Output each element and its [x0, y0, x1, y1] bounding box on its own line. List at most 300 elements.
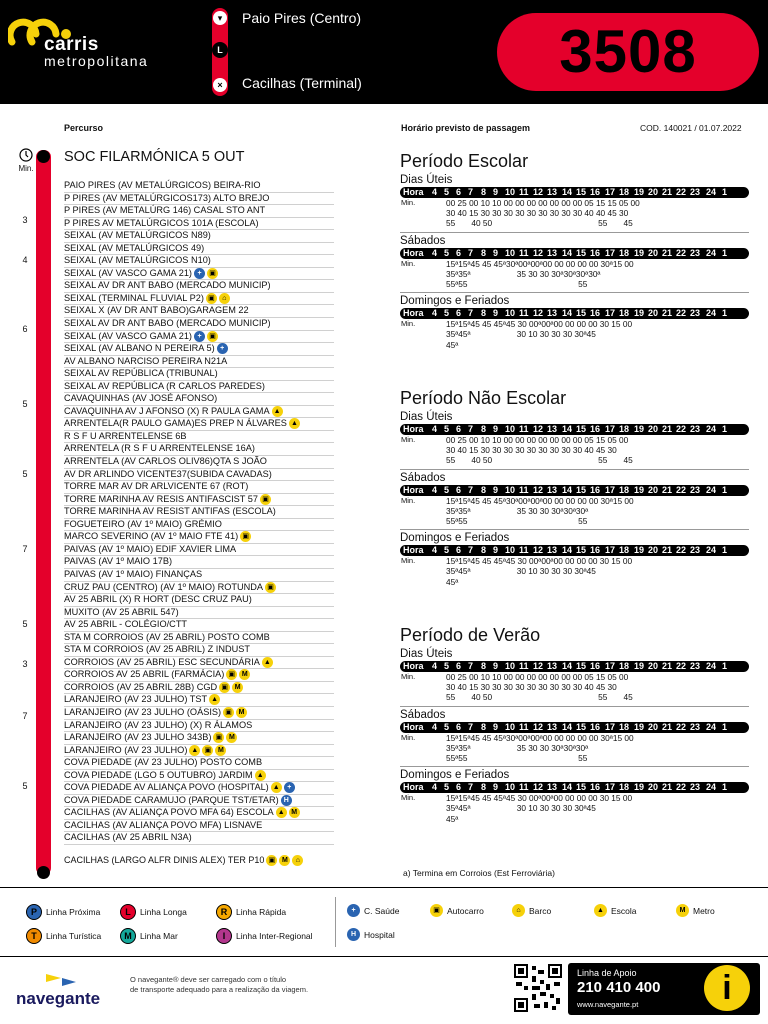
stop-item [64, 619, 334, 632]
hour-cell: 5 [444, 308, 450, 319]
hour-label: Hora [403, 661, 424, 671]
hour-cell: 16 [590, 247, 601, 258]
minutes-row: 00 25 00 10 10 00 00 00 00 00 00 00 05 15 05 00 [446, 435, 629, 445]
hour-cell: 19 [634, 484, 645, 495]
hour-cell: 18 [619, 661, 630, 671]
stop-item [64, 456, 334, 469]
stop-name: AV 25 ABRIL - COLÉGIO/CTT [64, 619, 188, 630]
metro-icon: M [676, 904, 689, 917]
navegante-text-line2: de transporte adequado para a realização da viagem. [130, 985, 309, 994]
hour-cell: 11 [519, 721, 529, 732]
stop-item [64, 745, 334, 758]
stop-name: SOC FILARMÓNICA 5 OUT [64, 149, 245, 165]
bus-icon: ▣ [202, 745, 213, 756]
travel-time: 5 [22, 618, 28, 629]
hour-label: Hora [403, 782, 424, 793]
legend-service-item [345, 904, 399, 917]
hour-cell: 13 [547, 484, 558, 495]
stop-name: LARANJEIRO (AV 23 JULHO (OÁSIS) [64, 706, 222, 717]
stop-item [64, 418, 334, 431]
hour-label: Hora [403, 247, 424, 258]
hour-cell: 23 [690, 661, 701, 671]
hour-cell: 23 [690, 545, 701, 556]
metro-icon: M [289, 807, 300, 818]
hour-label: Hora [403, 721, 424, 732]
hour-cell: 16 [590, 424, 601, 434]
stop-name: P PIRES (AV METALÚRGICOS173) ALTO BREJO [64, 192, 270, 203]
legend-line-item [26, 904, 100, 920]
stop-name: CORROIOS AV 25 ABRIL (FARMÁCIA) [64, 669, 225, 680]
hour-cell: 24 [706, 247, 717, 258]
stop-item [64, 148, 334, 172]
health-center-icon: + [194, 331, 205, 342]
stop-name: SEIXAL (AV VASCO GAMA 21) [64, 267, 192, 278]
stop-name: FOGUETEIRO (AV 1º MAIO) GRÉMIO [64, 518, 222, 529]
stop-item [64, 506, 334, 519]
hour-cell: 18 [619, 782, 630, 793]
minutes-row: 55 40 50 55 45 [446, 218, 633, 229]
hour-cell: 22 [676, 187, 687, 197]
minutes-row: 55ª55 55 [446, 279, 588, 289]
hour-cell: 19 [634, 247, 645, 258]
metro-icon: M [236, 707, 247, 718]
route-code: COD. 140021 / 01.07.2022 [640, 123, 742, 133]
stop-item [64, 268, 334, 281]
hour-cell: 9 [493, 782, 499, 793]
legend-service-item [345, 928, 395, 941]
health-center-icon: + [194, 268, 205, 279]
legend-label: Linha Inter-Regional [236, 931, 313, 941]
stop-item [64, 431, 334, 444]
min-label: Min. [401, 319, 416, 329]
hour-cell: 21 [662, 484, 673, 495]
minutes-row: 55 40 50 55 45 [446, 455, 633, 466]
hour-cell: 16 [590, 545, 601, 556]
day-type-label: Domingos e Feriados [400, 295, 510, 308]
day-type-label: Domingos e Feriados [400, 769, 510, 782]
destination-stop-icon: × [213, 78, 227, 92]
minutes-row: 35ª35ª 35 30 30 30ª30ª30ª30ª [446, 268, 601, 279]
stop-name: COVA PIEDADE (LGO 5 OUTUBRO) JARDIM [64, 769, 253, 780]
legend-divider [335, 897, 336, 947]
stop-name: SEIXAL (AV ALBANO N PEREIRA 5) [64, 343, 215, 354]
minutes-rows [446, 733, 634, 764]
stop-name: CAVAQUINHAS (AV JOSÉ AFONSO) [64, 393, 218, 404]
school-icon: ▲ [209, 694, 220, 705]
hour-cell: 13 [547, 782, 558, 793]
minutes-grid [400, 793, 749, 827]
hour-cell: 18 [619, 187, 630, 197]
hour-cell: 18 [619, 424, 630, 434]
hour-cell: 7 [468, 247, 474, 258]
hour-cell: 24 [706, 782, 717, 793]
route-destination: Cacilhas (Terminal) [242, 75, 362, 91]
stop-name: LARANJEIRO (AV 23 JULHO 343B) [64, 732, 212, 743]
hour-cell: 7 [468, 661, 474, 671]
support-box [568, 963, 760, 1015]
hour-cell: 11 [519, 247, 529, 258]
hour-cell: 17 [605, 424, 616, 434]
school-icon: ▲ [255, 770, 266, 781]
stop-item [64, 230, 334, 243]
legend-label: Linha Próxima [46, 907, 101, 917]
min-label: Min. [401, 793, 416, 803]
hours-bar [400, 424, 749, 435]
hour-cell: 7 [468, 187, 474, 197]
minutes-row: 00 25 00 10 10 00 00 00 00 00 00 00 05 15 15 05 00 [446, 198, 640, 208]
minutes-rows [446, 435, 633, 466]
hour-cell: 11 [519, 782, 529, 793]
stop-item [64, 205, 334, 218]
stop-item [64, 318, 334, 331]
hours-bar [400, 722, 749, 733]
hour-cell: 17 [605, 308, 616, 319]
stop-item [64, 356, 334, 369]
minutes-row: 15ª15ª45 45 45ª45 30 00ª00ª00 00 00 00 30 15 00 [446, 793, 633, 804]
travel-time: 5 [22, 399, 28, 410]
hour-cell: 15 [576, 187, 587, 197]
hour-cell: 15 [576, 247, 587, 258]
hour-cell: 15 [576, 308, 587, 319]
line-type-icon: L [120, 904, 136, 920]
stop-item [64, 331, 334, 344]
legend-top-divider [0, 887, 768, 888]
hour-cell: 9 [493, 424, 499, 434]
stop-item [64, 280, 334, 293]
stop-name: ARRENTELA(R PAULO GAMA)ES PREP N ÁLVARES [64, 418, 287, 429]
hour-cell: 10 [505, 187, 516, 197]
hour-cell: 20 [648, 484, 659, 495]
stop-name: R S F U ARRENTELENSE 6B [64, 430, 187, 441]
hour-cell: 10 [505, 308, 516, 319]
line-type-icon: R [216, 904, 232, 920]
travel-time: 7 [22, 711, 28, 722]
stop-item [64, 531, 334, 544]
minutes-row: 15ª15ª45 45 45ª30ª00ª00ª00 00 00 00 00 30ª15 00 [446, 732, 634, 743]
support-url[interactable]: www.navegante.pt [577, 1000, 639, 1009]
stop-name: SEIXAL (AV METALÚRGICOS N89) [64, 230, 211, 241]
hour-cell: 22 [676, 661, 687, 671]
hour-cell: 10 [505, 661, 516, 671]
hour-cell: 14 [562, 721, 573, 732]
bus-icon: ▣ [219, 682, 230, 693]
qr-code-icon[interactable] [514, 964, 562, 1012]
legend-line-item [216, 928, 313, 944]
hour-cell: 8 [481, 187, 487, 197]
navegante-brand: navegante [16, 989, 101, 1008]
hour-cell: 13 [547, 424, 558, 434]
hour-cell: 9 [493, 545, 499, 556]
stop-item [64, 757, 334, 770]
stop-item [64, 469, 334, 482]
bus-icon: ▣ [240, 531, 251, 542]
stop-item [64, 255, 334, 268]
hour-cell: 17 [605, 721, 616, 732]
hour-cell: 19 [634, 661, 645, 671]
min-label: Min. [401, 732, 416, 742]
bus-icon: ▣ [206, 293, 217, 304]
hour-label: Hora [403, 545, 424, 556]
stop-name: SEIXAL (AV METALÚRGICOS 49) [64, 242, 205, 253]
stop-item [64, 494, 334, 507]
hour-cell: 21 [662, 247, 673, 258]
hour-cell: 6 [456, 424, 462, 434]
hour-cell: 23 [690, 484, 701, 495]
legend-bottom-divider [0, 956, 768, 957]
hour-cell: 20 [648, 308, 659, 319]
navegante-logo [16, 972, 106, 1013]
day-type-label: Dias Úteis [400, 411, 453, 423]
stop-name: CACILHAS (AV ALIANÇA POVO MFA 64) ESCOLA [64, 807, 274, 818]
hour-cell: 15 [576, 484, 587, 495]
hour-cell: 14 [562, 308, 573, 319]
hour-cell: 24 [706, 484, 717, 495]
minutes-rows [446, 793, 632, 824]
period-title: Período Escolar [400, 151, 529, 171]
travel-time: 6 [22, 324, 28, 335]
day-type-label: Domingos e Feriados [400, 532, 510, 545]
hour-cell: 19 [634, 721, 645, 732]
legend [0, 892, 768, 954]
hour-cell: 21 [662, 187, 673, 197]
schedule-label: Horário previsto de passagem [401, 123, 531, 133]
hour-cell: 22 [676, 424, 687, 434]
hour-cell: 1 [722, 661, 728, 671]
route-number: 3508 [497, 13, 759, 91]
hour-cell: 8 [481, 308, 487, 319]
day-type-label: Sábados [400, 234, 446, 247]
stop-item [64, 406, 334, 419]
hour-cell: 7 [468, 424, 474, 434]
legend-line-item [120, 928, 178, 944]
hour-cell: 8 [481, 484, 487, 495]
stop-name: COVA PIEDADE AV ALIANÇA POVO (HOSPITAL) [64, 782, 269, 793]
hour-cell: 4 [432, 424, 438, 434]
hour-cell: 8 [481, 424, 487, 434]
stop-name: AV ALBANO NARCISO PEREIRA N21A [64, 355, 228, 366]
hours-bar [400, 485, 749, 496]
stop-name: CORROIOS (AV 25 ABRIL 28B) CGD [64, 681, 218, 692]
stop-item [64, 795, 334, 808]
minutes-row: 30 40 15 30 30 30 30 30 30 30 30 30 40 45 30 [446, 682, 617, 693]
hour-cell: 8 [481, 247, 487, 258]
hour-cell: 18 [619, 545, 630, 556]
travel-time: 3 [22, 214, 28, 225]
clock-icon [16, 146, 36, 173]
hour-cell: 20 [648, 782, 659, 793]
minutes-rows [446, 556, 632, 587]
hour-cell: 6 [456, 187, 462, 197]
hour-cell: 13 [547, 545, 558, 556]
hour-cell: 12 [533, 484, 544, 495]
hour-cell: 1 [722, 484, 728, 495]
stop-spacer [64, 172, 334, 180]
hour-cell: 9 [493, 187, 499, 197]
stop-item [64, 644, 334, 657]
route-label: Percurso [64, 123, 104, 133]
minutes-row: 30 40 15 30 30 30 30 30 30 30 30 30 40 45 30 [446, 445, 617, 456]
hour-cell: 7 [468, 484, 474, 495]
hour-cell: 6 [456, 661, 462, 671]
stop-name: STA M CORROIOS (AV 25 ABRIL) Z INDUST [64, 644, 250, 655]
hour-cell: 21 [662, 545, 673, 556]
stop-name: AV DR ARLINDO VICENTE37(SUBIDA CAVADAS) [64, 468, 272, 479]
hour-cell: 18 [619, 308, 630, 319]
stop-name: CAVAQUINHA AV J AFONSO (X) R PAULA GAMA [64, 405, 270, 416]
stop-name: CRUZ PAU (CENTRO) (AV 1º MAIO) ROTUNDA [64, 581, 264, 592]
legend-label: Metro [693, 905, 715, 916]
minutes-row: 55 40 50 55 45 [446, 692, 633, 703]
hour-cell: 16 [590, 782, 601, 793]
bus-icon: ▣ [266, 855, 277, 866]
legend-service-item [592, 904, 637, 917]
hour-cell: 22 [676, 308, 687, 319]
minutes-rows [446, 319, 632, 350]
separator [400, 232, 749, 233]
legend-label: Escola [611, 905, 637, 916]
stop-item [64, 782, 334, 795]
hour-cell: 11 [519, 661, 529, 671]
stop-item [64, 368, 334, 381]
minutes-grid [400, 672, 749, 706]
hour-cell: 5 [444, 187, 450, 197]
hospital-icon: H [281, 795, 292, 806]
hour-cell: 20 [648, 247, 659, 258]
stop-item [64, 832, 334, 845]
line-type-icon: T [26, 928, 42, 944]
stop-item [64, 820, 334, 833]
hours-bar [400, 545, 749, 556]
stop-item [64, 732, 334, 745]
stop-name: PAIVAS (AV 1º MAIO) FINANÇAS [64, 568, 203, 579]
first-stop-marker-icon [37, 150, 50, 163]
stop-name: MUXITO (AV 25 ABRIL 547) [64, 606, 179, 617]
min-label: Min. [401, 556, 416, 566]
hour-cell: 12 [533, 424, 544, 434]
minutes-grid [400, 319, 749, 353]
min-label: Min. [401, 435, 416, 444]
origin-stop-icon: ▾ [213, 11, 227, 25]
hospital-icon: H [347, 928, 360, 941]
hours-bar [400, 661, 749, 672]
navegante-text [130, 975, 350, 995]
stop-item [64, 594, 334, 607]
support-phone[interactable]: 210 410 400 [577, 979, 661, 996]
stop-name: P PIRES (AV METALÚRG 146) CASAL STO ANT [64, 205, 266, 216]
hour-cell: 21 [662, 721, 673, 732]
travel-time: 5 [22, 468, 28, 479]
minutes-row: 35ª45ª 30 10 30 30 30 30ª45 [446, 329, 596, 340]
stop-item [64, 632, 334, 645]
bus-icon: ▣ [265, 582, 276, 593]
hour-cell: 17 [605, 782, 616, 793]
hour-cell: 14 [562, 247, 573, 258]
hour-cell: 24 [706, 661, 717, 671]
hour-cell: 22 [676, 782, 687, 793]
day-type-label: Sábados [400, 471, 446, 484]
legend-label: Linha Mar [140, 931, 178, 941]
stop-item [64, 293, 334, 306]
hour-cell: 16 [590, 721, 601, 732]
separator [400, 766, 749, 767]
hour-cell: 24 [706, 187, 717, 197]
stop-name: SEIXAL AV REPÚBLICA (R CARLOS PAREDES) [64, 380, 265, 391]
stop-item [64, 556, 334, 569]
hour-cell: 15 [576, 424, 587, 434]
hour-cell: 24 [706, 545, 717, 556]
bus-icon: ▣ [207, 331, 218, 342]
line-type-icon: P [26, 904, 42, 920]
hour-cell: 12 [533, 721, 544, 732]
minutes-row: 35ª35ª 35 30 30 30ª30ª30ª [446, 505, 589, 516]
hour-cell: 9 [493, 484, 499, 495]
minutes-rows [446, 198, 640, 229]
header [0, 0, 768, 104]
minutes-row: 15ª15ª45 45 45ª45 30 00ª00ª00 00 00 00 30 15 00 [446, 319, 633, 330]
boat-icon: ⌂ [512, 904, 525, 917]
day-type-label: Dias Úteis [400, 648, 453, 660]
school-icon: ▲ [271, 782, 282, 793]
stop-item [64, 657, 334, 670]
hour-cell: 12 [533, 782, 544, 793]
stop-name: P PIRES AV METALÚRGICOS 101A (ESCOLA) [64, 217, 259, 228]
hour-cell: 22 [676, 247, 687, 258]
stop-item [64, 193, 334, 206]
navegante-text-line1: O navegante® deve ser carregado com o título [130, 975, 287, 984]
hour-cell: 12 [533, 187, 544, 197]
hour-cell: 23 [690, 721, 701, 732]
hour-cell: 20 [648, 545, 659, 556]
bus-icon: ▣ [226, 669, 237, 680]
stop-name: TORRE MARINHA AV RESIS ANTIFASCIST 57 [64, 493, 259, 504]
health-center-icon: + [217, 343, 228, 354]
school-icon: ▲ [272, 406, 283, 417]
minutes-row: 15ª15ª45 45 45ª30ª00ª00ª00 00 00 00 00 30ª15 00 [446, 495, 634, 506]
stop-name: CORROIOS (AV 25 ABRIL) ESC SECUNDÁRIA [64, 656, 260, 667]
stop-item [64, 582, 334, 595]
period-block [400, 150, 749, 353]
hours-bar [400, 187, 749, 198]
min-label: Min. [18, 164, 34, 173]
minutes-row: 15ª15ª45 45 45ª45 30 00ª00ª00 00 00 00 30 15 00 [446, 556, 633, 567]
day-type-label: Dias Úteis [400, 174, 453, 186]
hour-cell: 22 [676, 545, 687, 556]
minutes-row: 15ª15ª45 45 45ª30ª00ª00ª00 00 00 00 00 30ª15 00 [446, 258, 634, 269]
hour-cell: 14 [562, 187, 573, 197]
hour-cell: 7 [468, 545, 474, 556]
hour-cell: 16 [590, 187, 601, 197]
hour-cell: 4 [432, 484, 438, 495]
route-origin: Paio Pires (Centro) [242, 10, 362, 26]
period-block [400, 624, 749, 827]
minutes-row: 00 25 00 10 10 00 00 00 00 00 00 00 05 15 05 00 [446, 672, 629, 682]
min-label: Min. [401, 672, 416, 681]
hours-bar [400, 248, 749, 259]
brand-line2: metropolitana [44, 53, 149, 69]
hour-cell: 20 [648, 424, 659, 434]
stop-name: SEIXAL AV DR ANT BABO (MERCADO MUNICIP) [64, 280, 271, 291]
hour-cell: 16 [590, 484, 601, 495]
stop-item [64, 481, 334, 494]
stop-item [64, 381, 334, 394]
health-center-icon: + [284, 782, 295, 793]
hour-cell: 21 [662, 308, 673, 319]
hour-cell: 7 [468, 721, 474, 732]
hour-cell: 18 [619, 721, 630, 732]
minutes-row: 45ª [446, 576, 459, 587]
hour-cell: 14 [562, 782, 573, 793]
separator [400, 706, 749, 707]
